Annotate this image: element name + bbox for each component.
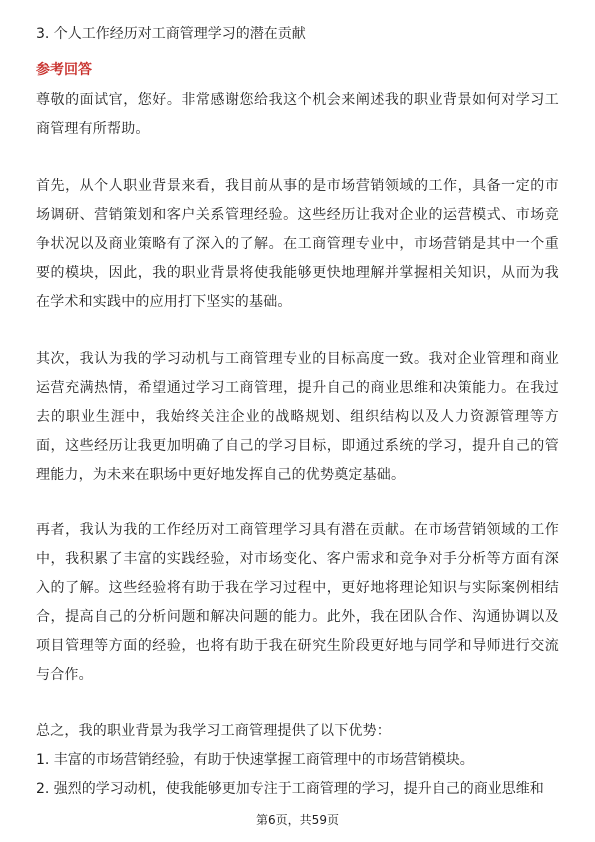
list-item: 1. 丰富的市场营销经验，有助于快速掌握工商管理中的市场营销模块。	[36, 752, 474, 768]
paragraph-third: 再者，我认为我的工作经历对工商管理学习具有潜在贡献。在市场营销领域的工作中，我积累了丰富的实践经验，对市场变化、客户需求和竞争对手分析等方面有深入的了解。这些经验将有助于我在学习过程中，更好地将理论知识与实际案例相结合，提高自己的分析问题和解决问题的能力。此外，我在团队合作、沟通协调以及项目管理等方面的经验，也将有助于我在研究生阶段更好地与同学和导师进行交流与合作。	[36, 522, 559, 683]
paragraph-first: 首先，从个人职业背景来看，我目前从事的是市场营销领域的工作，具备一定的市场调研、营销策划和客户关系管理经验。这些经历让我对企业的运营模式、市场竞争状况以及商业策略有了深入的了解。在工商管理专业中，市场营销是其中一个重要的模块，因此，我的职业背景将使我能够更快地理解并掌握相关知识，从而为我在学术和实践中的应用打下坚实的基础。	[36, 178, 559, 310]
list-item: 2. 强烈的学习动机，使我能够更加专注于工商管理的学习，提升自己的商业思维和	[36, 781, 544, 797]
question-heading: 3. 个人工作经历对工商管理学习的潜在贡献	[36, 26, 306, 42]
answer-label: 参考回答	[36, 62, 92, 78]
paragraph-second: 其次，我认为我的学习动机与工商管理专业的目标高度一致。我对企业管理和商业运营充满热情，希望通过学习工商管理，提升自己的商业思维和决策能力。在我过去的职业生涯中，我始终关注企业的战略规划、组织结构以及人力资源管理等方面，这些经历让我更加明确了自己的学习目标，即通过系统的学习，提升自己的管理能力，为未来在职场中更好地发挥自己的优势奠定基础。	[36, 351, 559, 483]
page-number-footer: 第6页，共59页	[256, 813, 339, 827]
paragraph-greeting: 尊敬的面试官，您好。非常感谢您给我这个机会来阐述我的职业背景如何对学习工商管理有所帮助。	[36, 92, 559, 137]
paragraph-summary: 总之，我的职业背景为我学习工商管理提供了以下优势：	[36, 723, 391, 739]
